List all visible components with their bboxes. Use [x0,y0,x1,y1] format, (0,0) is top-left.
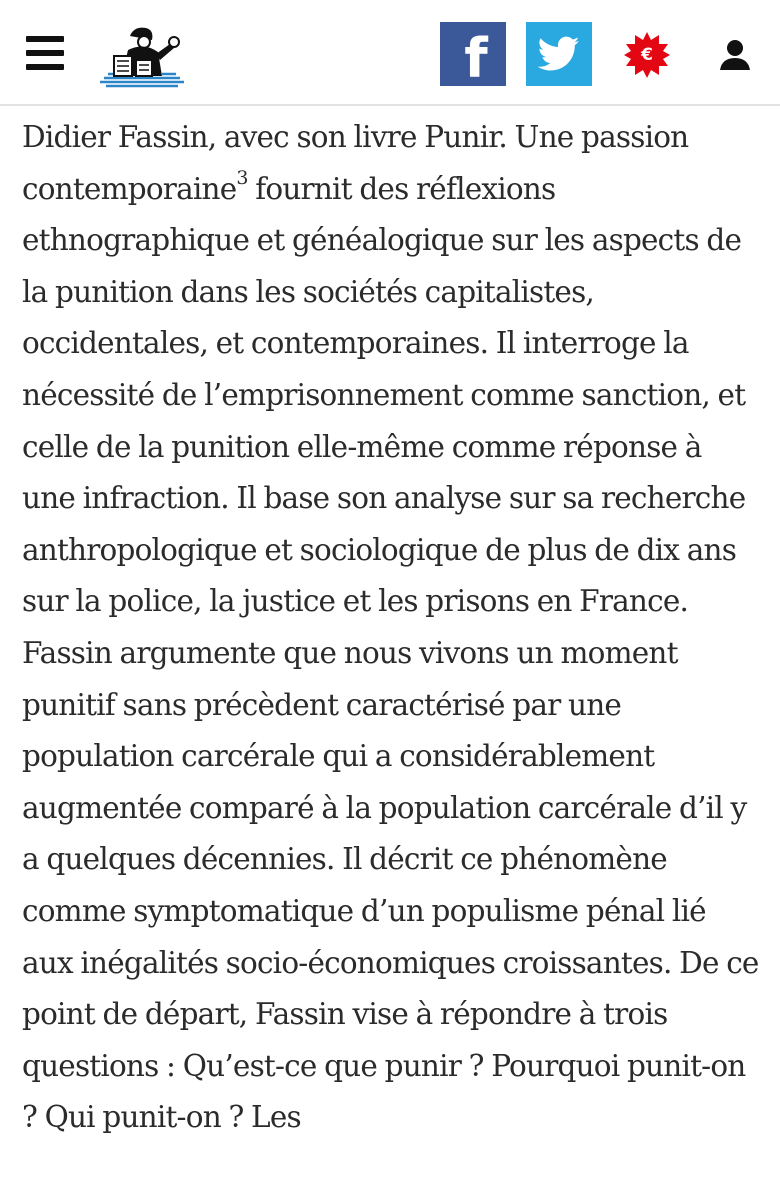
user-icon [718,38,752,72]
subscribe-badge[interactable] [624,32,670,78]
footnote-reference[interactable]: 3 [236,166,248,189]
twitter-bird-icon [538,36,580,72]
article-paragraph [22,112,762,1144]
article-text-continued: fournit des réflexions ethnographique et généalogique sur les aspects de la punition dans les sociétés capitalistes, occidentales, et contemporaines. Il interroge la nécessité de l’emprisonnement comme sanction, et celle de la punition elle-même comme réponse à une infraction. Il base son analyse sur sa recherche anthropologique et sociologique de plus de dix ans sur la police, la justice et les prisons en France. Fassin argumente que nous vivons un moment punitif sans précèdent caractérisé par une population carcérale qui a considérablement augmentée comparé à la population carcérale d’il y a quelques décennies. Il décrit ce phénomène comme symptomatique d’un populisme pénal lié aux inégalités socio-économiques croissantes. De ce point de départ, Fassin vise à répondre à trois questions : Qu’est-ce que punir ? Pourquoi punit-on ? Qui punit-on ? Les [22,171,759,1135]
hamburger-menu-icon[interactable] [26,36,64,70]
article-text-start: Didier Fassin, avec son livre Punir. Une passion contemporaine [22,120,689,206]
newspaper-crier-logo[interactable] [100,24,184,88]
twitter-share-button[interactable] [526,22,592,86]
euro-symbol: € [641,45,653,65]
user-account-button[interactable] [718,38,752,72]
facebook-share-button[interactable] [440,22,506,90]
top-bar [0,0,780,106]
facebook-icon: f [464,27,488,90]
